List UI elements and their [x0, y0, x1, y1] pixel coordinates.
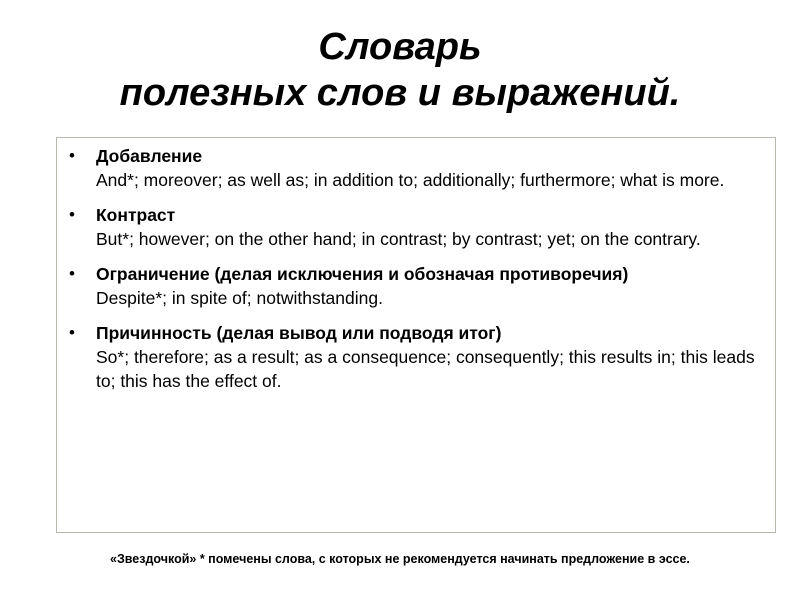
list-item-addition	[69, 144, 755, 192]
footnote: «Звездочкой» * помечены слова, с которых не рекомендуется начинать предложение в эссе.	[110, 552, 690, 566]
item-heading: Контраст	[96, 205, 176, 225]
vocabulary-box	[56, 137, 776, 533]
item-text: So*; therefore; as a result; as a consequence; consequently; this results in; this leads to; this has the effect of.	[96, 347, 755, 391]
title-line-2: полезных слов и выражений.	[119, 72, 681, 114]
item-heading: Ограничение (делая исключения и обозначая противоречия)	[96, 264, 629, 284]
item-text: But*; however; on the other hand; in contrast; by contrast; yet; on the contrary.	[96, 229, 701, 249]
list-item-limitation	[69, 262, 755, 310]
item-heading: Добавление	[96, 146, 203, 166]
item-heading: Причинность (делая вывод или подводя итог)	[96, 323, 502, 343]
item-text: Despite*; in spite of; notwithstanding.	[96, 288, 383, 308]
bullet-icon: •	[69, 205, 75, 224]
bullet-icon: •	[69, 264, 75, 283]
list-item-contrast	[69, 203, 755, 251]
list-item-causality	[69, 321, 755, 393]
bullet-icon: •	[69, 146, 75, 165]
page-title	[0, 24, 800, 116]
item-text: And*; moreover; as well as; in addition to; additionally; furthermore; what is more.	[96, 170, 725, 190]
vocabulary-list	[69, 144, 755, 393]
title-line-1: Словарь	[318, 26, 482, 68]
bullet-icon: •	[69, 323, 75, 342]
